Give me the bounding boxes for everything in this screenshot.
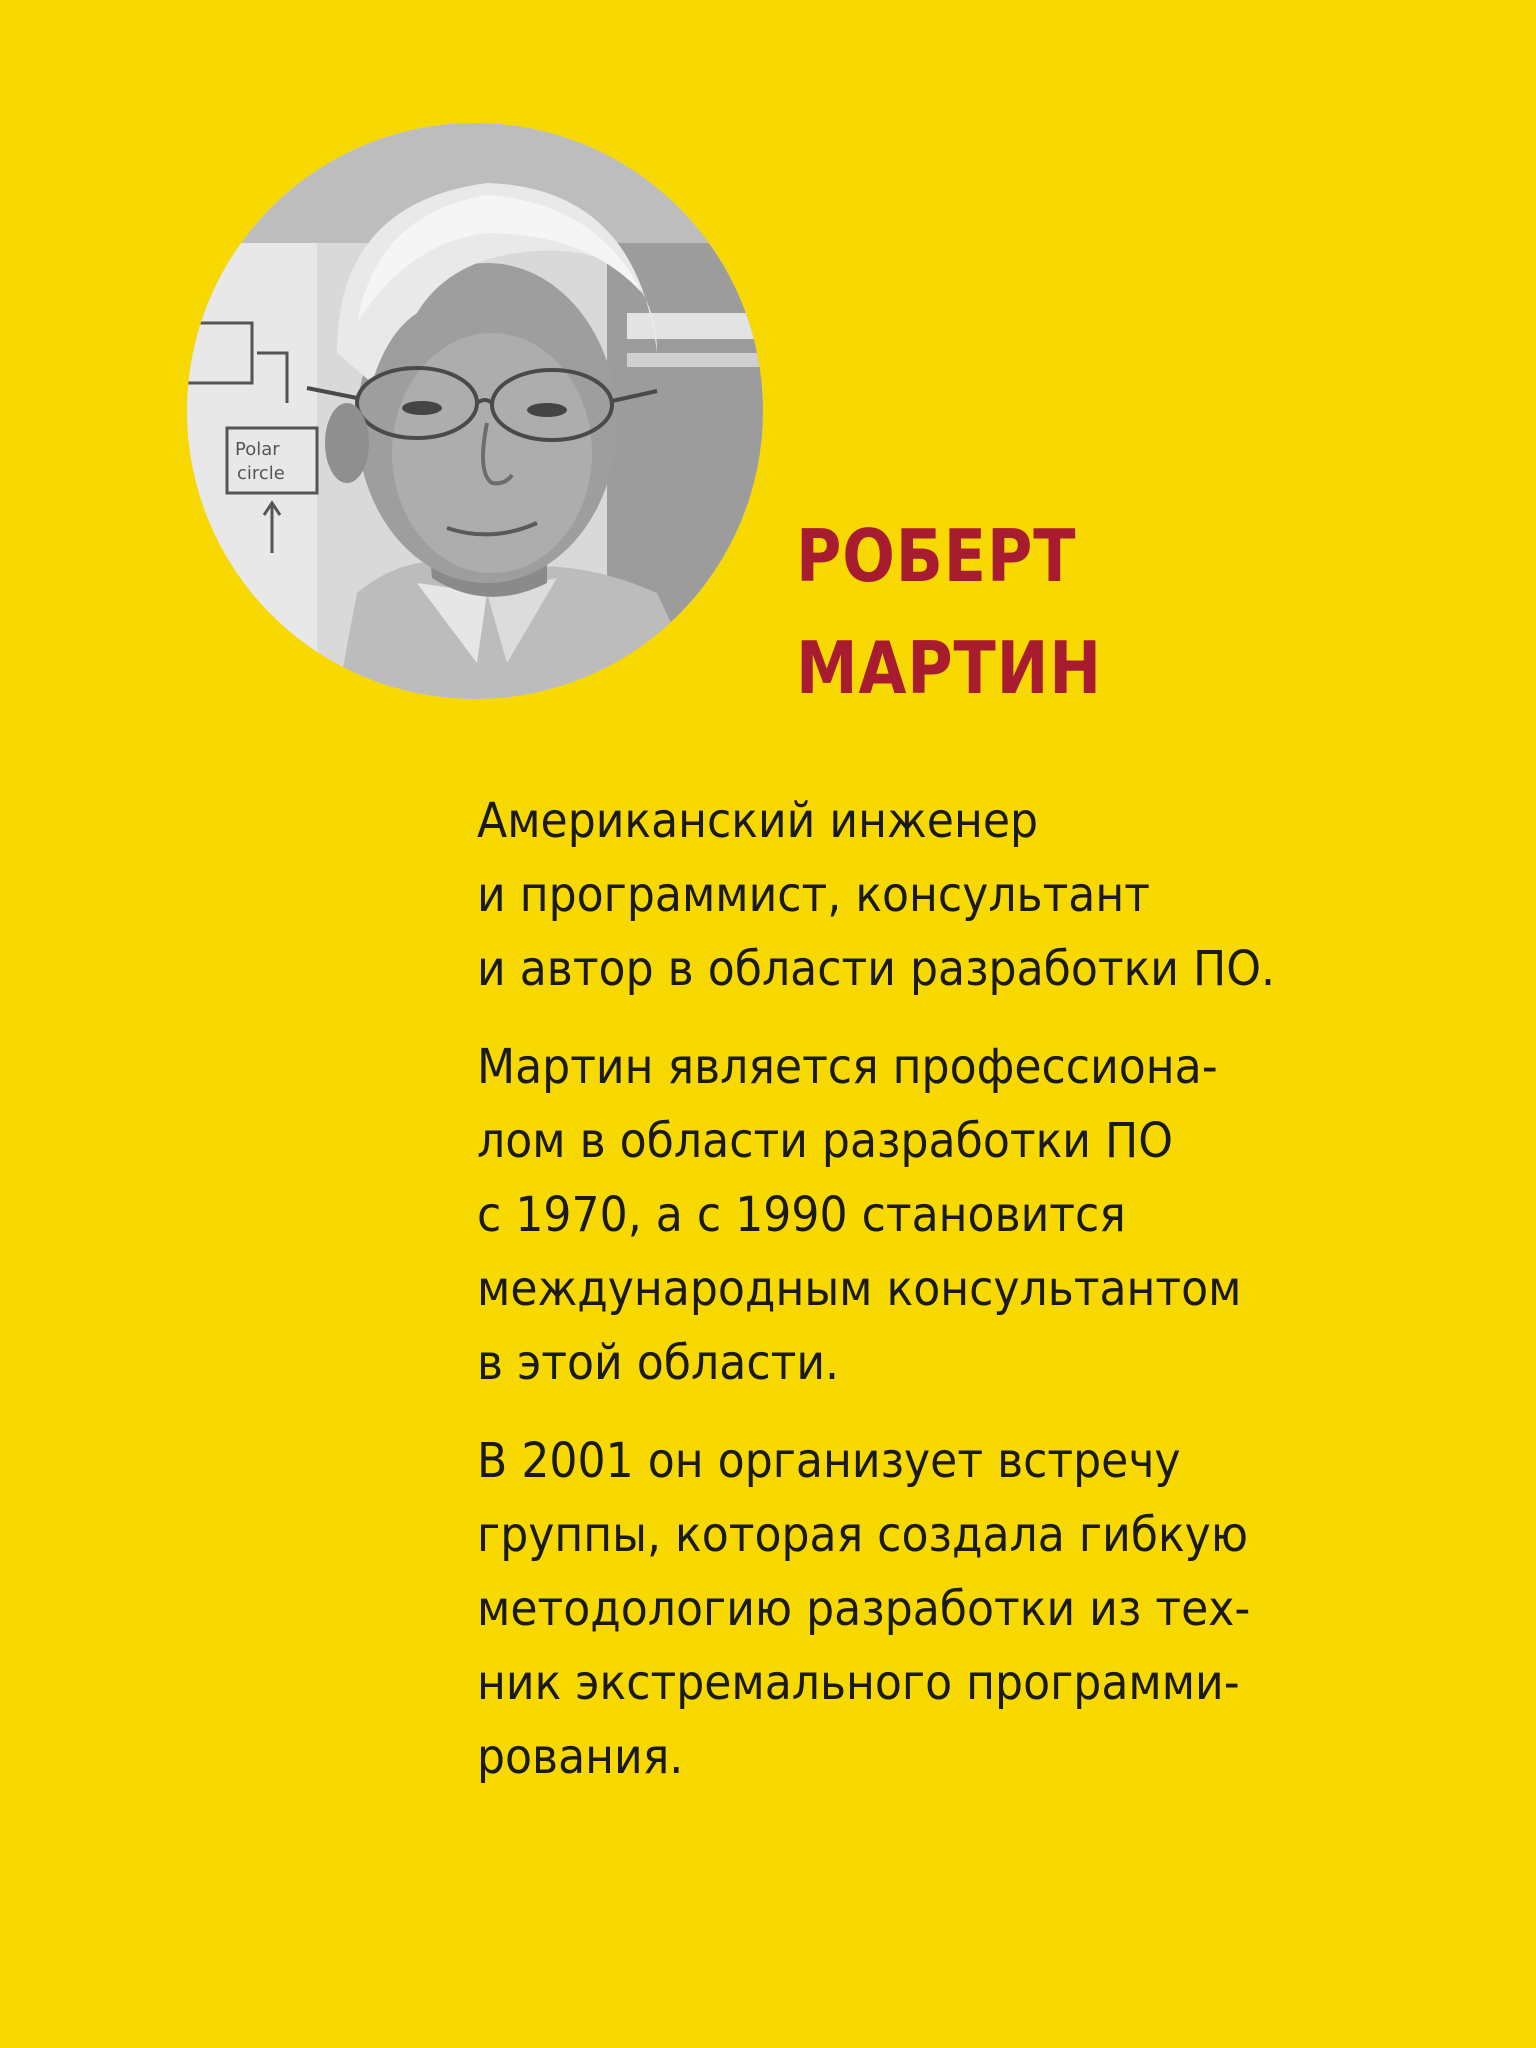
bio-line: В 2001 он организует встречу: [477, 1433, 1181, 1489]
bio-line: с 1970, а с 1990 становится: [477, 1187, 1126, 1243]
bio-line: Американский инженер: [477, 793, 1039, 849]
bio-paragraph-3: [477, 1424, 1434, 1794]
author-first-name: РОБЕРТ: [796, 514, 1077, 598]
author-photo: [187, 123, 763, 699]
bio-line: международным консультантом: [477, 1261, 1242, 1317]
bio-paragraph-1: [477, 784, 1434, 1006]
whiteboard-word-2: circle: [237, 463, 285, 484]
bio-line: рования.: [477, 1729, 684, 1785]
bio-line: и программист, консультант: [477, 867, 1150, 923]
bio-line: Мартин является профессиона-: [477, 1039, 1218, 1095]
bio-line: лом в области разработки ПО: [477, 1113, 1173, 1169]
author-last-name: МАРТИН: [796, 626, 1102, 710]
bio-line: в этой области.: [477, 1335, 840, 1391]
bio-line: группы, которая создала гибкую: [477, 1507, 1248, 1563]
bio-line: методологию разработки из тех-: [477, 1581, 1251, 1637]
bio-paragraph-2: [477, 1030, 1434, 1400]
whiteboard-word-1: Polar: [235, 439, 280, 460]
author-bio: [477, 784, 1434, 1818]
bio-line: и автор в области разработки ПО.: [477, 941, 1276, 997]
author-name: [796, 500, 1102, 724]
bio-line: ник экстремального программи-: [477, 1655, 1240, 1711]
